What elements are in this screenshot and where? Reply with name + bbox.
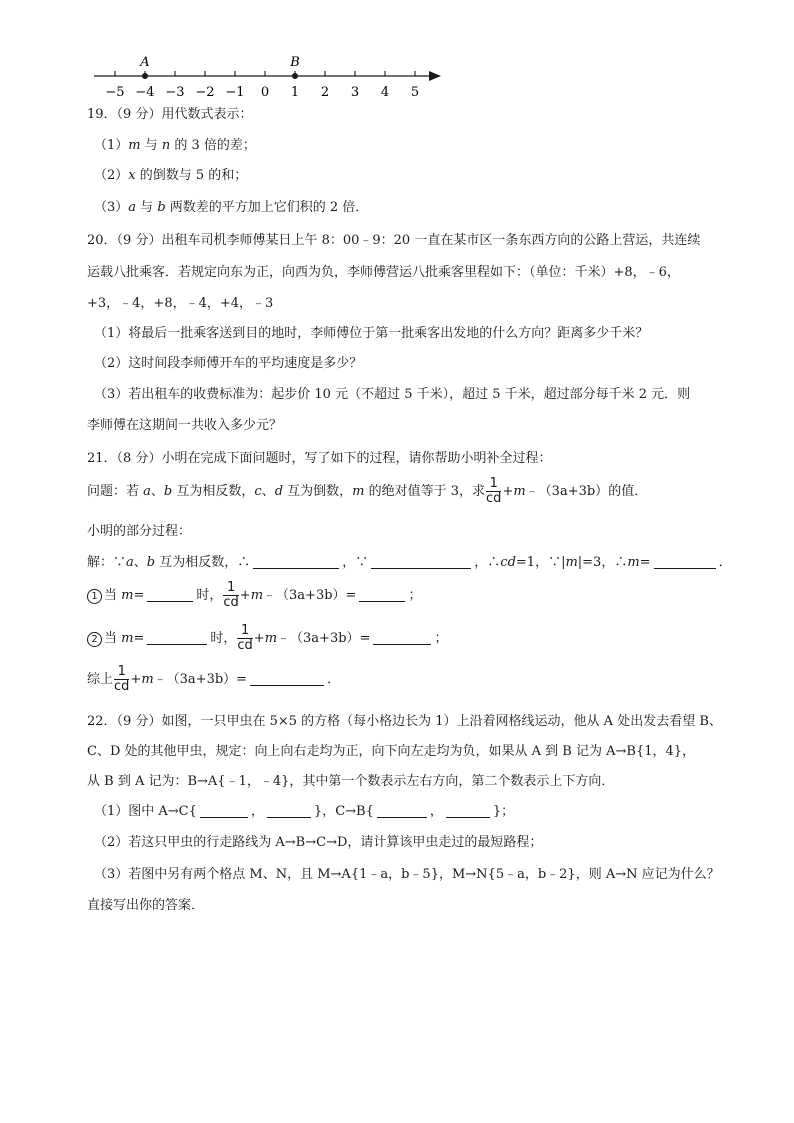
q20-line3: +3，﹣4，+8，﹣4，+4，﹣3 (87, 296, 274, 311)
q22-line2: C、D 处的其他甲虫，规定：向上向右走均为正，向下向左走均为负，如果从 A 到 B 记为 A→B{1，4}， (87, 744, 696, 759)
number-line-arrow (429, 71, 441, 81)
q22-part3b: 直接写出你的答案． (87, 898, 205, 913)
tick-label: −4 (135, 85, 155, 100)
q20-line2: 运载八批乘客．若规定向东为正，向西为负，李师傅营运八批乘客里程如下：（单位：千米）+8，﹣6， (87, 265, 680, 280)
q20-part1: （1）将最后一批乘客送到目的地时，李师傅位于第一批乘客出发地的什么方向？距离多少千米？ (94, 326, 649, 341)
fraction-1-over-cd: $\frac{1}{cd}$ (237, 623, 253, 653)
point-label-A: A (140, 55, 150, 70)
q21-problem: 问题：若 a、b 互为相反数，c、d 互为倒数，m 的绝对值等于 3，求 $\frac{1}{cd}$ +m﹣（3a+3b）的值． (87, 476, 648, 506)
tick-label: 2 (320, 85, 330, 100)
q22-part3: （3）若图中另有两个格点 M、N，且 M→A{1﹣a，b﹣5}，M→N{5﹣a，b﹣2}，则 A→N 应记为什么？ (94, 867, 720, 882)
q21-heading: 21．（8 分）小明在完成下面问题时，写了如下的过程，请你帮助小明补全过程： (87, 451, 552, 466)
q22-line3: 从 B 到 A 记为：B→A{﹣1，﹣4}，其中第一个数表示左右方向，第二个数表示上下方向． (87, 774, 615, 789)
answer-blank[interactable] (147, 587, 193, 602)
tick-label: 3 (350, 85, 360, 100)
answer-blank[interactable] (250, 671, 324, 686)
fraction-1-over-cd: $\frac{1}{cd}$ (114, 664, 130, 694)
answer-blank[interactable] (200, 803, 248, 818)
point-label-B: B (290, 55, 300, 70)
q21-partial-label: 小明的部分过程： (87, 524, 192, 539)
q22-part2: （2）若这只甲虫的行走路线为 A→B→C→D，请计算该甲虫走过的最短路程； (94, 835, 543, 850)
answer-blank[interactable] (377, 803, 427, 818)
q21-summary: 综上 $\frac{1}{cd}$ +m﹣（3a+3b）= ． (87, 664, 341, 694)
q20-part3a: （3）若出租车的收费标准为：起步价 10 元（不超过 5 千米），超过 5 千米，超过部分每千米 2 元．则 (94, 387, 691, 402)
q19-part1: （1）m 与 n 的 3 倍的差； (94, 138, 256, 153)
answer-blank[interactable] (253, 554, 339, 569)
tick-label: 1 (290, 85, 300, 100)
tick-label: 5 (410, 85, 420, 100)
q21-solution: 解：∵a、b 互为相反数，∴ ，∵ ，∴cd=1，∵|m|=3，∴m= ． (87, 555, 732, 570)
number-line (0, 0, 794, 110)
q20-line1: 20．（9 分）出租车司机李师傅某日上午 8：00﹣9：20 一直在某市区一条东西方向的公路上营运，共连续 (87, 233, 701, 248)
q22-line1: 22．（9 分）如图，一只甲虫在 5×5 的方格（每小格边长为 1）上沿着网格线运动，他从 A 处出发去看望 B、 (87, 714, 722, 729)
tick-label: −3 (165, 85, 185, 100)
q19-heading: 19．（9 分）用代数式表示： (87, 107, 253, 122)
tick-label: −2 (195, 85, 215, 100)
q22-part1: （1）图中 A→C{ ， }，C→B{ ， }； (94, 804, 515, 819)
point-A (142, 73, 148, 79)
q21-case2: 2 当 m= 时， $\frac{1}{cd}$ +m﹣（3a+3b）= ； (87, 623, 447, 655)
circled-number-1: 1 (87, 589, 102, 604)
q20-part3b: 李师傅在这期间一共收入多少元？ (87, 418, 283, 433)
answer-blank[interactable] (654, 554, 716, 569)
fraction-1-over-cd: $\frac{1}{cd}$ (486, 476, 502, 506)
answer-blank[interactable] (373, 630, 431, 645)
answer-blank[interactable] (446, 803, 490, 818)
point-B (292, 73, 298, 79)
tick-label: −1 (225, 85, 245, 100)
q19-part3: （3）a 与 b 两数差的平方加上它们积的 2 倍． (94, 200, 369, 215)
tick-label: 0 (260, 85, 270, 100)
q20-part2: （2）这时间段李师傅开车的平均速度是多少？ (94, 356, 363, 371)
circled-number-2: 2 (87, 632, 102, 647)
answer-blank[interactable] (359, 587, 405, 602)
q21-case1: 1 当 m= 时， $\frac{1}{cd}$ +m﹣（3a+3b）= ； (87, 580, 421, 612)
answer-blank[interactable] (267, 803, 311, 818)
fraction-1-over-cd: $\frac{1}{cd}$ (223, 580, 239, 610)
tick-label: 4 (380, 85, 390, 100)
answer-blank[interactable] (371, 554, 471, 569)
q19-part2: （2）x 的倒数与 5 的和； (94, 168, 248, 183)
tick-label: −5 (105, 85, 125, 100)
answer-blank[interactable] (147, 630, 207, 645)
